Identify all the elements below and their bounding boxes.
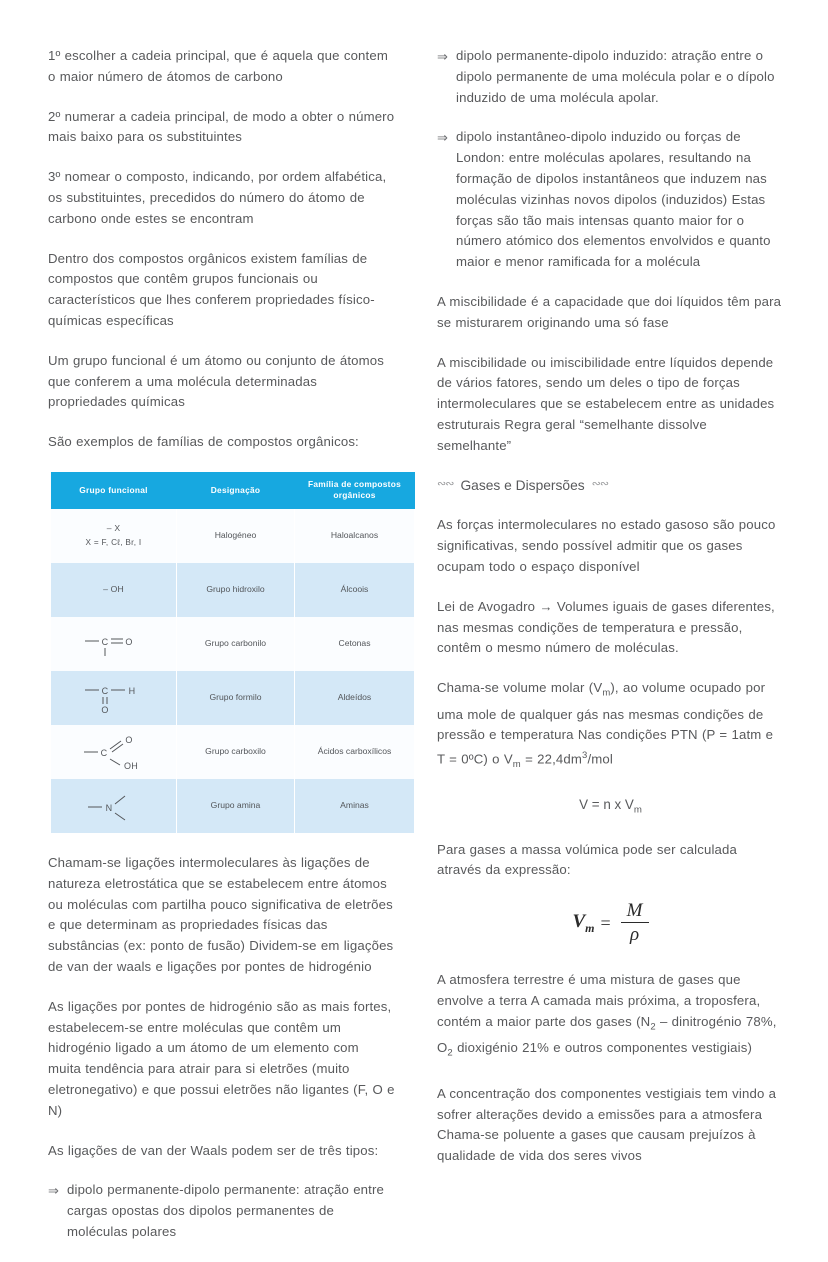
paragraph-van-der-waals-intro: As ligações de van der Waals podem ser de três tipos: [48, 1142, 379, 1158]
left-column [48, 46, 401, 1262]
cell-group-structure-hydroxyl [51, 563, 177, 617]
paragraph-massa-volumica-intro: Para gases a massa volúmica pode ser calculada através da expressão: [437, 841, 737, 878]
paragraph-lei-avogadro: Lei de Avogadro → Volumes iguais de gases diferentes, nas mesmas condições de temperatura e pressão, contêm o mesmo número de moléculas. [437, 598, 775, 656]
table-header-row [51, 472, 415, 509]
column-header-familia: Família de compostos orgânicos [295, 472, 415, 509]
volume-molar-part-2: ), ao volume ocupado por uma mole de qualquer gás nas mesmas condições de pressão e temperatura Nas condições PTN (P = 1atm e T = 0ºC) o V [437, 680, 774, 767]
arrow-icon: ⇒ [48, 1183, 60, 1199]
bullet-dipolo-instantaneo-induzido [437, 127, 784, 273]
density-numerator: M [621, 900, 649, 923]
structure-subtext-halogen: X = F, Cℓ, Br, I [85, 538, 142, 548]
svg-text:C: C [100, 747, 107, 758]
table-header [51, 472, 415, 509]
svg-text:O: O [100, 704, 109, 714]
density-denominator: ρ [630, 924, 640, 946]
volume-molar-sub-1: m [602, 687, 611, 699]
cell-family-acidos-carboxilicos: Ácidos carboxílicos [295, 725, 415, 779]
bullet-dipolo-permanente-permanente [48, 1180, 395, 1242]
cell-group-structure-carboxyl [51, 725, 177, 779]
table-row [51, 563, 415, 617]
svg-text:N: N [105, 802, 112, 813]
density-lhs-subscript: m [585, 920, 595, 935]
density-lhs-symbol: V [572, 910, 586, 932]
svg-text:O: O [124, 734, 133, 745]
cell-family-aldeidos: Aldeídos [295, 671, 415, 725]
column-header-grupo-funcional: Grupo funcional [51, 472, 177, 509]
amine-structure-icon [86, 791, 142, 821]
volume-molar-sup-1: 3 [582, 750, 588, 762]
formula-rhs-sub: m [633, 804, 642, 816]
carbonyl-structure-icon [83, 630, 145, 658]
paragraph-familias-compostos: Dentro dos compostos orgânicos existem famílias de compostos que contêm grupos funcionais ou característicos que lhes conferem propriedades físico-químicas específicas [48, 250, 375, 328]
volume-molar-part-1: Chama-se volume molar (V [437, 680, 603, 696]
svg-text:C: C [101, 685, 108, 696]
cell-family-aminas: Aminas [295, 779, 415, 833]
cell-designation-amina: Grupo amina [177, 779, 295, 833]
paragraph-atmosfera-terrestre: A atmosfera terrestre é uma mistura de gases que envolve a terra A camada mais próxima, a troposfera, contém a maior parte dos gases ($N_2$ – dinitrogénio 78%, $O_2$ dioxigénio 21% e outros componentes vestigiais) [437, 972, 777, 1059]
cell-group-structure-amine [51, 779, 177, 833]
table-row [51, 725, 415, 779]
functional-groups-table [50, 472, 415, 833]
cell-family-cetonas: Cetonas [295, 617, 415, 671]
formula-vm-equals-m-over-rho [437, 900, 784, 946]
svg-text:H: H [128, 685, 135, 696]
svg-text:C: C [101, 636, 108, 647]
paragraph-forcas-estado-gasoso: As forças intermoleculares no estado gasoso são pouco significativas, sendo possível admitir que os gases ocupam todo o espaço disponível [437, 517, 776, 574]
paragraph-miscibilidade-fatores: A miscibilidade ou imiscibilidade entre líquidos depende de vários fatores, sendo um deles o tipo de forças intermoleculares que se estabelecem entre as unidades estruturais Regra geral “semelhante dissolve semelhante” [437, 354, 775, 453]
structure-text-hydroxyl: – OH [103, 584, 124, 595]
paragraph-pontes-hidrogenio: As ligações por pontes de hidrogénio são as mais fortes, estabelecem-se entre moléculas que contêm um hidrogénio ligado a um átomo de um elemento com muita tendência para atrair para si eletrões (muito eletronegativo) e que possui eletrões não ligantes (F, O e N) [48, 998, 395, 1118]
table-body [51, 509, 415, 833]
bullet-text: dipolo instantâneo-dipolo induzido ou forças de London: entre moléculas apolares, resultando na formação de dipolos instantâneos que induzem nas moléculas vizinhas novos dipolos (induzidos) Estas forças são tão mais intensas quanto maior for o número atómico dos elementos envolvidos e quanto maior e menor ramificada for a molécula [456, 129, 771, 270]
paragraph-step-3: 3º nomear o composto, indicando, por ordem alfabética, os substituintes, precedidos do número do átomo de carbono onde estes se encontram [48, 169, 387, 226]
paragraph-grupo-funcional-def: Um grupo funcional é um átomo ou conjunto de átomos que conferem a uma molécula determinadas propriedades químicas [48, 352, 384, 410]
formyl-structure-icon [83, 682, 145, 714]
wave-ornament-left-icon: ∾∾ [437, 477, 454, 490]
paragraph-volume-molar [437, 678, 784, 776]
paragraph-miscibilidade-def: A miscibilidade é a capacidade que doi líquidos têm para se misturarem originando uma só fase [437, 293, 782, 330]
cell-designation-hidroxilo: Grupo hidroxilo [177, 563, 295, 617]
paragraph-step-1: 1º escolher a cadeia principal, que é aquela que contem o maior número de átomos de carbono [48, 48, 388, 84]
wave-ornament-right-icon: ∾∾ [591, 477, 609, 490]
cell-family-alcoois: Álcoois [295, 563, 415, 617]
cell-designation-carbonilo: Grupo carbonilo [177, 617, 295, 671]
formula-rhs: V [624, 796, 634, 812]
subscript-n2: 2 [650, 1021, 656, 1033]
right-column [437, 46, 784, 1186]
bullet-text: dipolo permanente-dipolo permanente: atração entre cargas opostas dos dipolos permanentes de moléculas polares [67, 1182, 385, 1239]
subscript-o2: 2 [447, 1047, 453, 1059]
svg-text:OH: OH [123, 760, 138, 770]
bullet-text: dipolo permanente-dipolo induzido: atração entre o dipolo permanente de uma molécula polar e o dípolo induzido de uma molécula apolar. [456, 48, 775, 105]
cell-designation-carboxilo: Grupo carboxilo [177, 725, 295, 779]
cell-designation-formilo: Grupo formilo [177, 671, 295, 725]
table-row [51, 509, 415, 563]
cell-group-structure-formyl [51, 671, 177, 725]
table-row [51, 617, 415, 671]
volume-molar-part-4: /mol [587, 751, 613, 767]
column-header-designacao: Designação [177, 472, 295, 509]
cell-designation-halogeneo: Halogéneo [177, 509, 295, 563]
bullet-dipolo-permanente-induzido [437, 46, 784, 108]
volume-molar-part-3: = 22,4dm [520, 751, 583, 767]
volume-molar-sub-2: m [512, 759, 521, 771]
arrow-icon: ⇒ [437, 130, 449, 146]
arrow-icon: ⇒ [437, 49, 449, 64]
cell-group-structure-carbonyl [51, 617, 177, 671]
formula-lhs: V [579, 796, 589, 812]
svg-text:O: O [124, 636, 133, 647]
cell-family-haloalcanos: Haloalcanos [295, 509, 415, 563]
density-equals-sign: = [600, 912, 611, 933]
density-fraction [621, 900, 649, 946]
section-heading-gases-e-dispersoes [437, 476, 784, 497]
formula-v-equals-n-times-vm [437, 795, 784, 821]
table-row [51, 671, 415, 725]
paragraph-exemplos-intro: São exemplos de famílias de compostos orgânicos: [48, 434, 359, 450]
cell-group-structure-halogen [51, 509, 177, 563]
density-formula-lhs [572, 910, 595, 935]
section-heading-label: Gases e Dispersões [460, 477, 585, 493]
carboxyl-structure-icon [82, 734, 146, 770]
table-row [51, 779, 415, 833]
formula-operator: = n x [591, 796, 622, 812]
paragraph-poluentes: A concentração dos componentes vestigiais tem vindo a sofrer alterações devido a emissões para a atmosfera Chama-se poluente a gases que causam prejuízos à qualidade de vida dos seres vivos [437, 1085, 777, 1164]
paragraph-ligacoes-intermoleculares: Chamam-se ligações intermoleculares às ligações de natureza eletrostática que se estabelecem entre átomos ou moléculas com partilha pouco significativa de eletrões e que determinam as propriedades físicas das substâncias (ex: ponto de fusão) Dividem-se em ligações de van der waals e ligações por pontes de hidrogénio [48, 854, 394, 974]
paragraph-step-2: 2º numerar a cadeia principal, de modo a obter o número mais baixo para os substituintes [48, 108, 395, 145]
structure-text-halogen: – X [106, 523, 121, 534]
